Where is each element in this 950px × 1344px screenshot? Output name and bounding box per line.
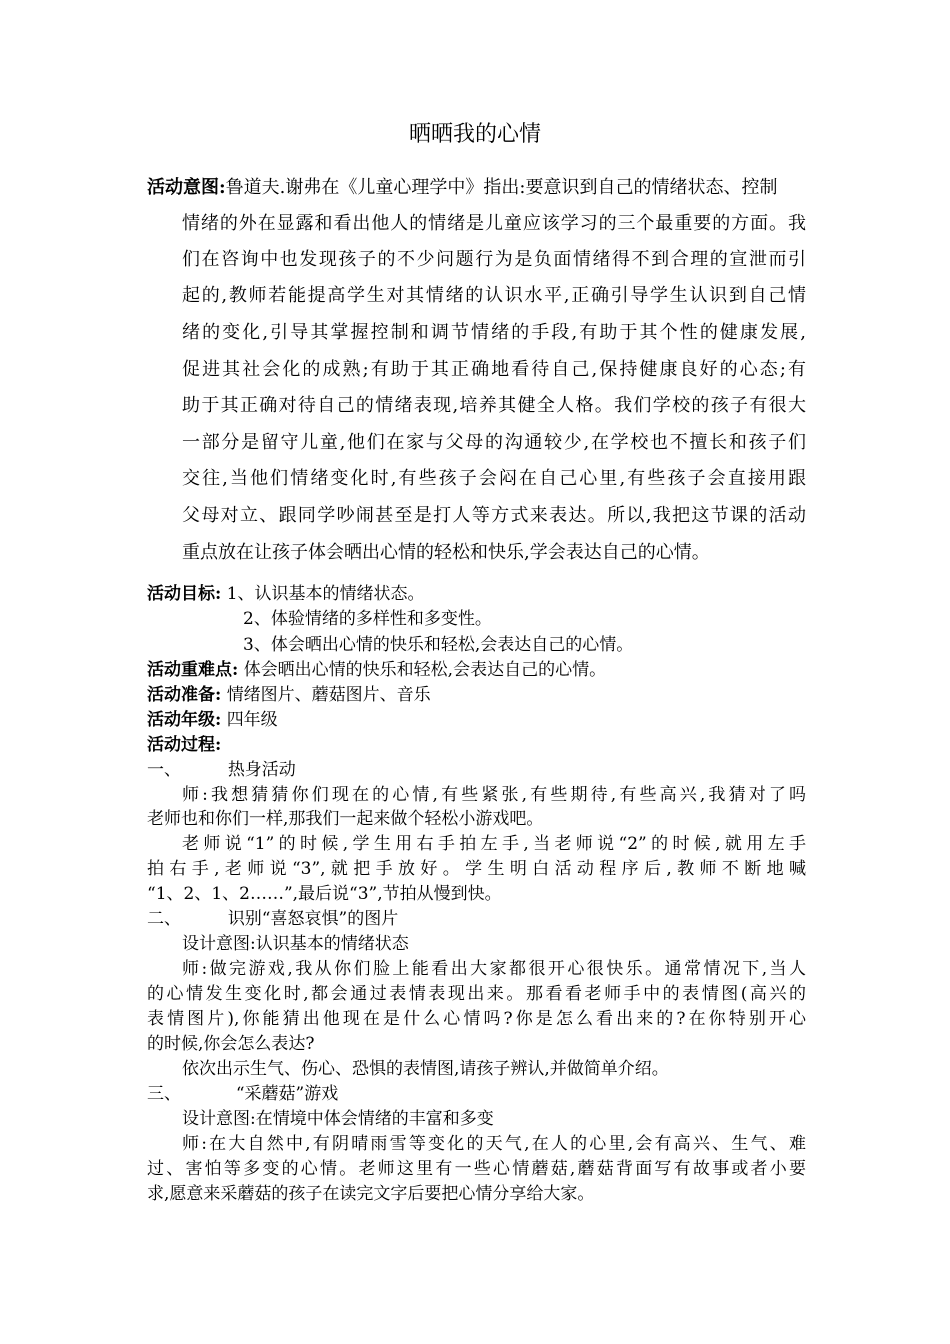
process-label: 活动过程: — [147, 735, 222, 755]
paragraph-line: 师:在大自然中,有阴晴雨雪等变化的天气,在人的心里,会有高兴、生气、难 — [182, 1134, 807, 1154]
goal-item: 3、体会晒出心情的快乐和轻松,会表达自己的心情。 — [243, 635, 634, 655]
section-title: 识别“喜怒哀惧”的图片 — [227, 909, 399, 929]
paragraph-line: 过、害怕等多变的心情。老师这里有一些心情蘑菇,蘑菇背面写有故事或者小要 — [147, 1159, 806, 1179]
section-heading — [147, 757, 296, 783]
intent-line: 起的,教师若能提高学生对其情绪的认识水平,正确引导学生认识到自己情 — [182, 285, 806, 306]
intent-line: 情绪的外在显露和看出他人的情绪是儿童应该学习的三个最重要的方面。我 — [182, 213, 806, 234]
paragraph-line: 拍右手,老师说“3”,就把手放好。学生明白活动程序后,教师不断地喊 — [147, 859, 806, 879]
preparation-text: 情绪图片、蘑菇图片、音乐 — [226, 685, 431, 705]
paragraph-line: 求,愿意来采蘑菇的孩子在读完文字后要把心情分享给大家。 — [147, 1184, 595, 1204]
intent-line: 重点放在让孩子体会晒出心情的轻松和快乐,学会表达自己的心情。 — [182, 542, 710, 563]
paragraph-line: 表情图片),你能猜出他现在是什么心情吗?你是怎么看出来的?在你特别开心 — [147, 1009, 806, 1029]
intent-line: 助于其正确对待自己的情绪表现,培养其健全人格。我们学校的孩子有很大 — [182, 395, 806, 416]
section-number: 二、 — [147, 909, 181, 929]
section-title: “采蘑菇”游戏 — [235, 1084, 339, 1104]
preparation-row — [147, 682, 431, 708]
paragraph-line: 的时候,你会怎么表达? — [147, 1034, 315, 1054]
paragraph-line: 师:我想猜猜你们现在的心情,有些紧张,有些期待,有些高兴,我猜对了吗 — [182, 785, 806, 805]
goal-item: 1、认识基本的情绪状态。 — [226, 584, 425, 604]
section-title: 热身活动 — [227, 760, 296, 780]
intent-line: 绪的变化,引导其掌握控制和调节情绪的手段,有助于其个性的健康发展, — [182, 322, 806, 343]
intent-line: 们在咨询中也发现孩子的不少问题行为是负面情绪得不到合理的宣泄而引 — [182, 249, 806, 270]
paragraph-line: 的心情发生变化时,都会通过表情表现出来。那看看老师手中的表情图(高兴的 — [147, 984, 806, 1004]
goals-row — [147, 581, 425, 607]
intent-line: 促进其社会化的成熟;有助于其正确地看待自己,保持健康良好的心态;有 — [182, 359, 806, 380]
paragraph-line: 老师说“1”的时候,学生用右手拍左手,当老师说“2”的时候,就用左手 — [182, 834, 806, 854]
grade-row — [147, 707, 278, 733]
page-title: 晒晒我的心情 — [408, 122, 541, 147]
intent-line: 交往,当他们情绪变化时,有些孩子会闷在自己心里,有些孩子会直接用跟 — [182, 468, 806, 489]
paragraph-line: 师:做完游戏,我从你们脸上能看出大家都很开心很快乐。通常情况下,当人 — [182, 959, 806, 979]
section-heading — [147, 906, 398, 932]
paragraph-line: “1、2、1、2……”,最后说“3”,节拍从慢到快。 — [147, 884, 502, 904]
intent-line: 鲁道夫.谢弗在《儿童心理学中》指出:要意识到自己的情绪状态、控制 — [225, 177, 778, 198]
key-points-text: 体会晒出心情的快乐和轻松,会表达自己的心情。 — [243, 660, 607, 680]
intent-line: 一部分是留守儿童,他们在家与父母的沟通较少,在学校也不擅长和孩子们 — [182, 432, 806, 453]
design-intent: 设计意图:在情境中体会情绪的丰富和多变 — [182, 1109, 494, 1129]
goals-label: 活动目标: — [147, 584, 222, 604]
section-heading — [147, 1081, 338, 1107]
key-points-row — [147, 657, 606, 683]
intent-line: 父母对立、跟同学吵闹甚至是打人等方式来表达。所以,我把这节课的活动 — [182, 505, 806, 526]
section-number: 一、 — [147, 760, 181, 780]
preparation-label: 活动准备: — [147, 685, 222, 705]
grade-text: 四年级 — [226, 710, 278, 730]
intent-first-line — [147, 175, 777, 201]
design-intent: 设计意图:认识基本的情绪状态 — [182, 934, 409, 954]
goal-item: 2、体验情绪的多样性和多变性。 — [243, 609, 492, 629]
intent-label: 活动意图: — [147, 177, 226, 198]
key-points-label: 活动重难点: — [147, 660, 239, 680]
section-number: 三、 — [147, 1084, 181, 1104]
grade-label: 活动年级: — [147, 710, 222, 730]
paragraph-line: 老师也和你们一样,那我们一起来做个轻松小游戏吧。 — [147, 809, 544, 829]
paragraph-line: 依次出示生气、伤心、恐惧的表情图,请孩子辨认,并做简单介绍。 — [182, 1059, 669, 1079]
